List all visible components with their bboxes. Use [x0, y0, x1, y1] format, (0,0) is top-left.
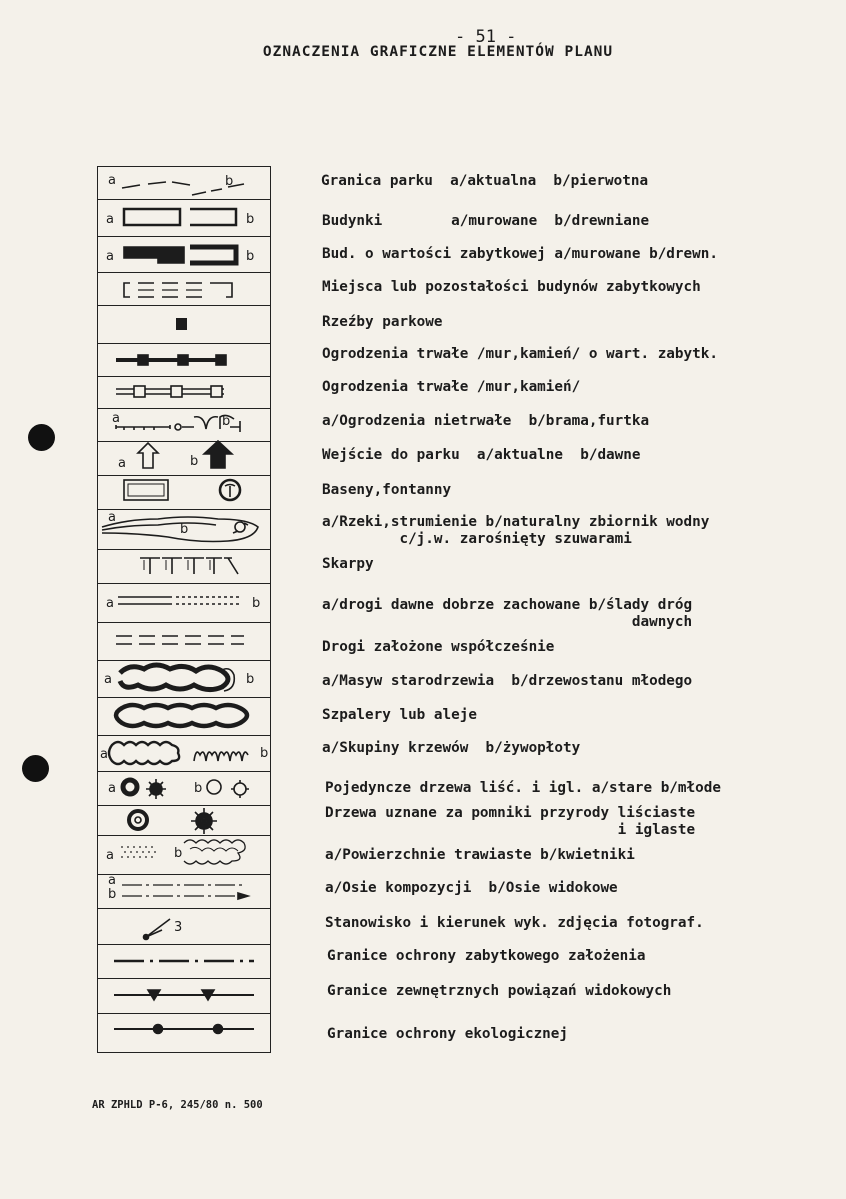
legend-description: a/Ogrodzenia nietrwałe b/brama,furtka — [322, 413, 650, 429]
symbol-fence-historic — [116, 355, 226, 365]
legend-description: Ogrodzenia trwałe /mur,kamień/ — [322, 379, 581, 395]
symbol-view-boundary — [114, 990, 254, 1000]
svg-text:b: b — [246, 249, 255, 264]
svg-text:a: a — [106, 596, 114, 611]
symbol-alley — [116, 705, 247, 726]
svg-text:a: a — [108, 873, 116, 888]
svg-text:a: a — [106, 848, 114, 863]
symbol-water — [102, 510, 258, 542]
symbol-park-border — [108, 173, 244, 195]
symbol-axes — [108, 873, 248, 902]
symbol-shrubs-hedges — [100, 742, 268, 764]
legend-description: Granice ochrony ekologicznej — [327, 1026, 569, 1042]
svg-text:a: a — [112, 411, 120, 426]
legend-description: a/Skupiny krzewów b/żywopłoty — [322, 740, 581, 756]
svg-text:b: b — [252, 596, 261, 611]
legend-description: Stanowisko i kierunek wyk. zdjęcia fotograf. — [325, 915, 704, 931]
legend-description: Granice ochrony zabytkowego założenia — [327, 948, 646, 964]
page-number: - 51 - — [455, 27, 517, 47]
legend-description: Pojedyncze drzewa liść. i igl. a/stare b/młode — [325, 780, 721, 796]
svg-text:a: a — [106, 249, 114, 264]
legend-description: a/Rzeki,strumienie b/naturalny zbiornik wodny c/j.w. zarośnięty szuwarami — [322, 514, 710, 547]
symbol-old-roads — [106, 596, 260, 611]
symbol-photo-point — [144, 919, 183, 940]
svg-text:b: b — [108, 887, 117, 902]
symbol-sculpture — [176, 318, 187, 330]
svg-text:b: b — [246, 212, 255, 227]
symbol-ecological-boundary — [114, 1025, 254, 1034]
svg-text:a: a — [106, 212, 114, 227]
legend-description: a/Osie kompozycji b/Osie widokowe — [325, 880, 618, 896]
symbol-remains — [124, 283, 232, 297]
symbol-fence — [116, 386, 224, 397]
symbol-escarpment — [140, 558, 238, 574]
svg-text:b: b — [246, 672, 255, 687]
symbol-lawns-flowerbeds — [106, 840, 245, 864]
symbol-fence-temporary-gate — [112, 411, 240, 432]
legend-description: Rzeźby parkowe — [322, 314, 443, 330]
svg-text:3: 3 — [174, 920, 183, 935]
svg-text:a: a — [108, 173, 116, 188]
legend-description: Skarpy — [322, 556, 374, 572]
legend-description: a/Masyw starodrzewia b/drzewostanu młodego — [322, 673, 693, 689]
legend-description: Szpalery lub aleje — [322, 707, 477, 723]
legend-description: Miejsca lub pozostałości budynów zabytkowych — [322, 279, 701, 295]
symbol-park-entrance — [118, 441, 232, 471]
legend-description: Baseny,fontanny — [322, 482, 452, 498]
legend-description: Drzewa uznane za pomniki przyrody liściaste i iglaste — [325, 805, 696, 838]
legend-description: Granica parku a/aktualna b/pierwotna — [321, 173, 649, 189]
svg-text:b: b — [260, 746, 269, 761]
legend-description: a/drogi dawne dobrze zachowane b/ślady dróg dawnych — [322, 597, 693, 630]
svg-text:b: b — [190, 454, 199, 469]
legend-description: a/Powierzchnie trawiaste b/kwietniki — [325, 847, 635, 863]
svg-text:a: a — [100, 747, 108, 762]
svg-text:a: a — [108, 510, 116, 525]
svg-text:b: b — [225, 174, 234, 189]
svg-text:a: a — [104, 672, 112, 687]
symbol-single-trees — [108, 779, 249, 799]
symbol-natural-monument-trees — [129, 808, 217, 834]
symbol-historic-buildings — [106, 247, 254, 264]
legend-description: Granice zewnętrznych powiązań widokowych — [327, 983, 672, 999]
symbol-tree-mass — [104, 665, 254, 691]
legend-description: Bud. o wartości zabytkowej a/murowane b/drewn. — [322, 246, 718, 262]
svg-text:b: b — [180, 522, 189, 537]
symbol-buildings — [106, 209, 254, 227]
svg-text:a: a — [118, 456, 126, 471]
symbol-pool-fountain — [124, 480, 240, 500]
punch-hole-top — [28, 424, 55, 451]
legend-description: Wejście do parku a/aktualne b/dawne — [322, 447, 641, 463]
svg-text:b: b — [174, 846, 183, 861]
footer-print-note: AR ZPHLD P-6, 245/80 n. 500 — [92, 1099, 263, 1111]
legend-symbol-table — [97, 166, 271, 1053]
symbol-modern-roads — [116, 636, 244, 644]
svg-text:b: b — [222, 414, 231, 429]
legend-description: Drogi założone współcześnie — [322, 639, 555, 655]
page-title: OZNACZENIA GRAFICZNE ELEMENTÓW PLANU — [262, 44, 614, 60]
legend-description: Budynki a/murowane b/drewniane — [322, 213, 650, 229]
svg-text:a: a — [108, 781, 116, 796]
legend-description: Ogrodzenia trwałe /mur,kamień/ o wart. zabytk. — [322, 346, 718, 362]
svg-text:b: b — [194, 781, 203, 796]
punch-hole-bottom — [22, 755, 49, 782]
